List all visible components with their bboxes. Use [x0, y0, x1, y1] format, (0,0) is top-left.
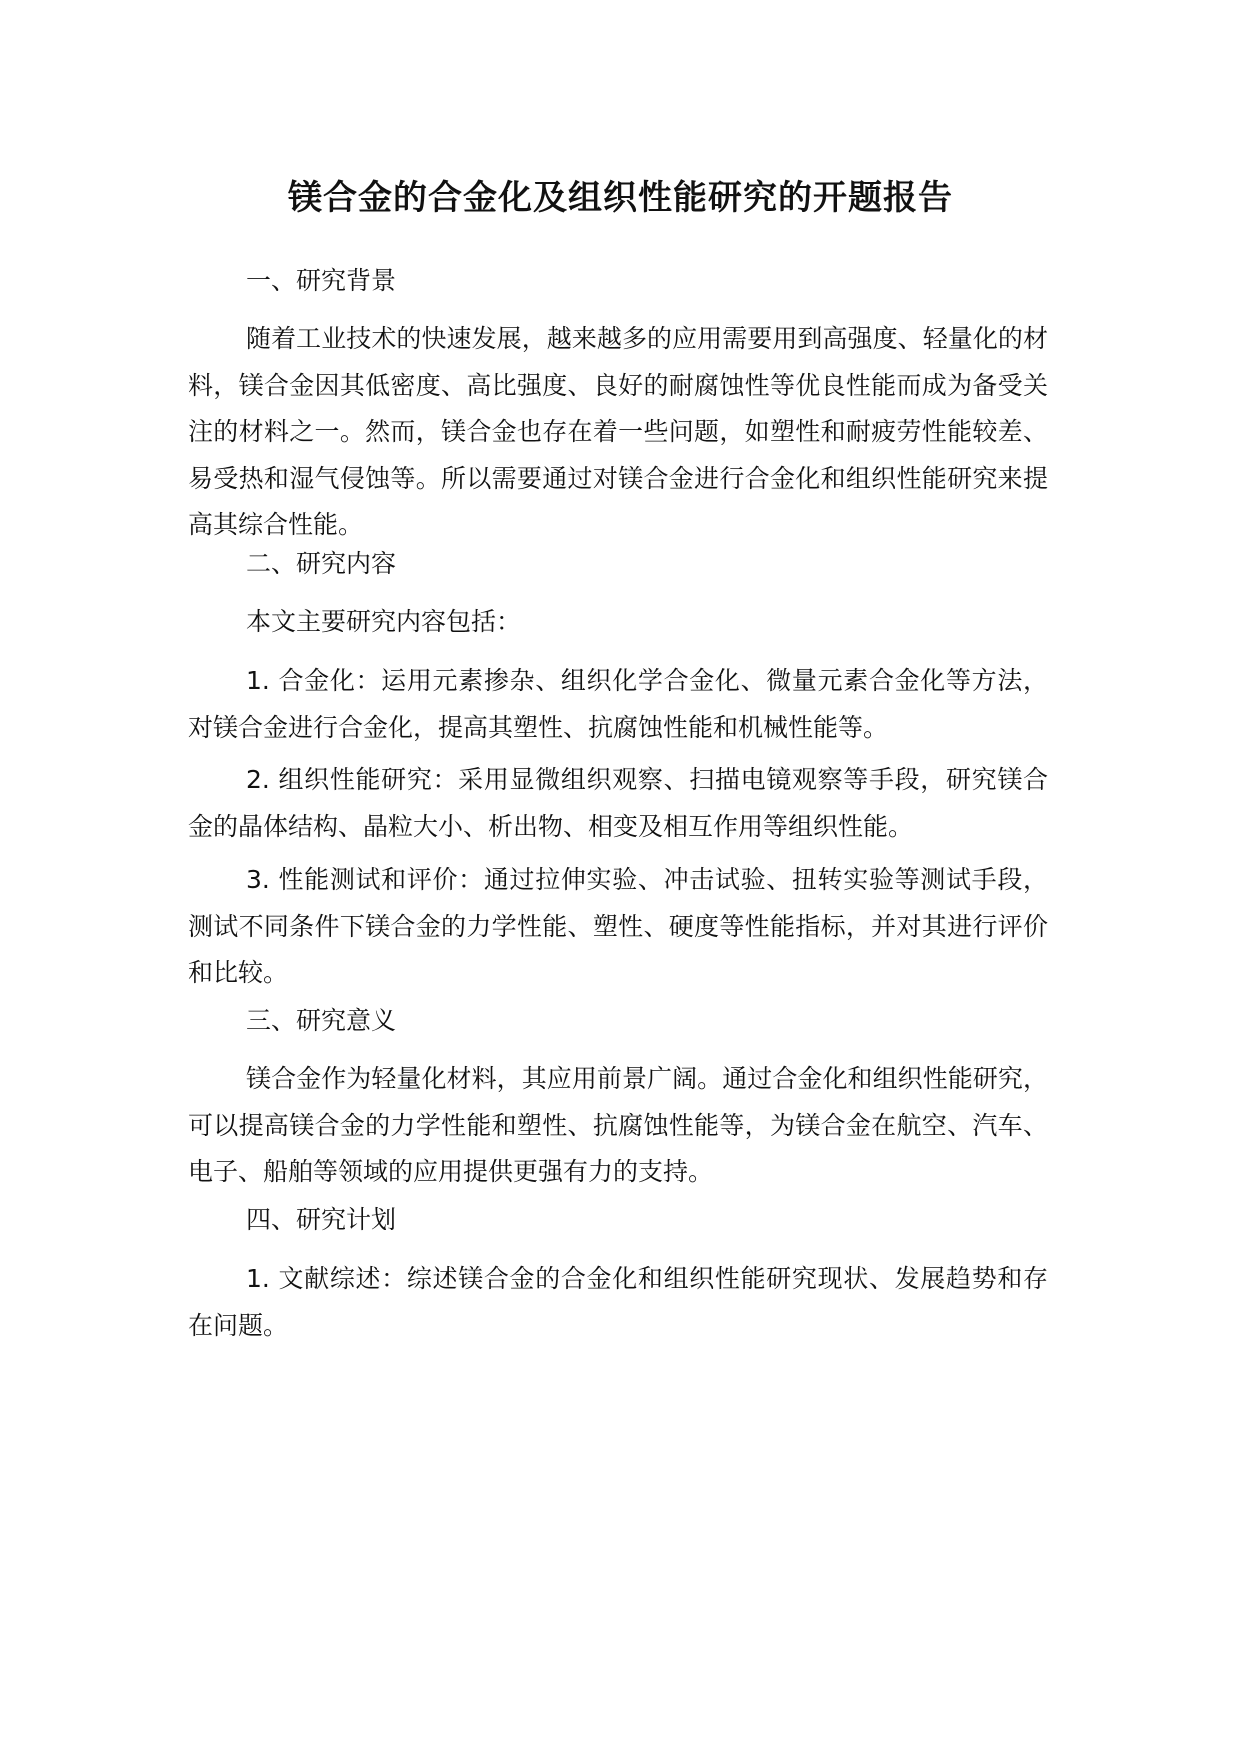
- section-heading-content: 二、研究内容: [246, 549, 397, 578]
- paragraph-content-intro: 本文主要研究内容包括：: [246, 607, 522, 636]
- section-heading-background: 一、研究背景: [246, 266, 397, 295]
- list-item-testing: 3. 性能测试和评价：通过拉伸实验、冲击试验、扭转实验等测试手段，测试不同条件下镁合金的力学性能、塑性、硬度等性能指标，并对其进行评价和比较。: [188, 865, 1048, 987]
- document-title: 镁合金的合金化及组织性能研究的开题报告: [288, 178, 953, 218]
- section-heading-significance: 三、研究意义: [246, 1006, 397, 1035]
- list-item-literature-review: 1. 文献综述：综述镁合金的合金化和组织性能研究现状、发展趋势和存在问题。: [188, 1264, 1048, 1340]
- section-heading-plan: 四、研究计划: [246, 1205, 397, 1234]
- paragraph-background: 随着工业技术的快速发展，越来越多的应用需要用到高强度、轻量化的材料，镁合金因其低密度、高比强度、良好的耐腐蚀性等优良性能而成为备受关注的材料之一。然而，镁合金也存在着一些问题，如塑性和耐疲劳性能较差、易受热和湿气侵蚀等。所以需要通过对镁合金进行合金化和组织性能研究来提高其综合性能。: [188, 324, 1048, 539]
- paragraph-significance: 镁合金作为轻量化材料，其应用前景广阔。通过合金化和组织性能研究，可以提高镁合金的力学性能和塑性、抗腐蚀性能等，为镁合金在航空、汽车、电子、船舶等领域的应用提供更强有力的支持。: [188, 1064, 1048, 1186]
- list-item-microstructure: 2. 组织性能研究：采用显微组织观察、扫描电镜观察等手段，研究镁合金的晶体结构、晶粒大小、析出物、相变及相互作用等组织性能。: [188, 765, 1048, 841]
- list-item-alloying: 1. 合金化：运用元素掺杂、组织化学合金化、微量元素合金化等方法，对镁合金进行合金化，提高其塑性、抗腐蚀性能和机械性能等。: [188, 666, 1048, 742]
